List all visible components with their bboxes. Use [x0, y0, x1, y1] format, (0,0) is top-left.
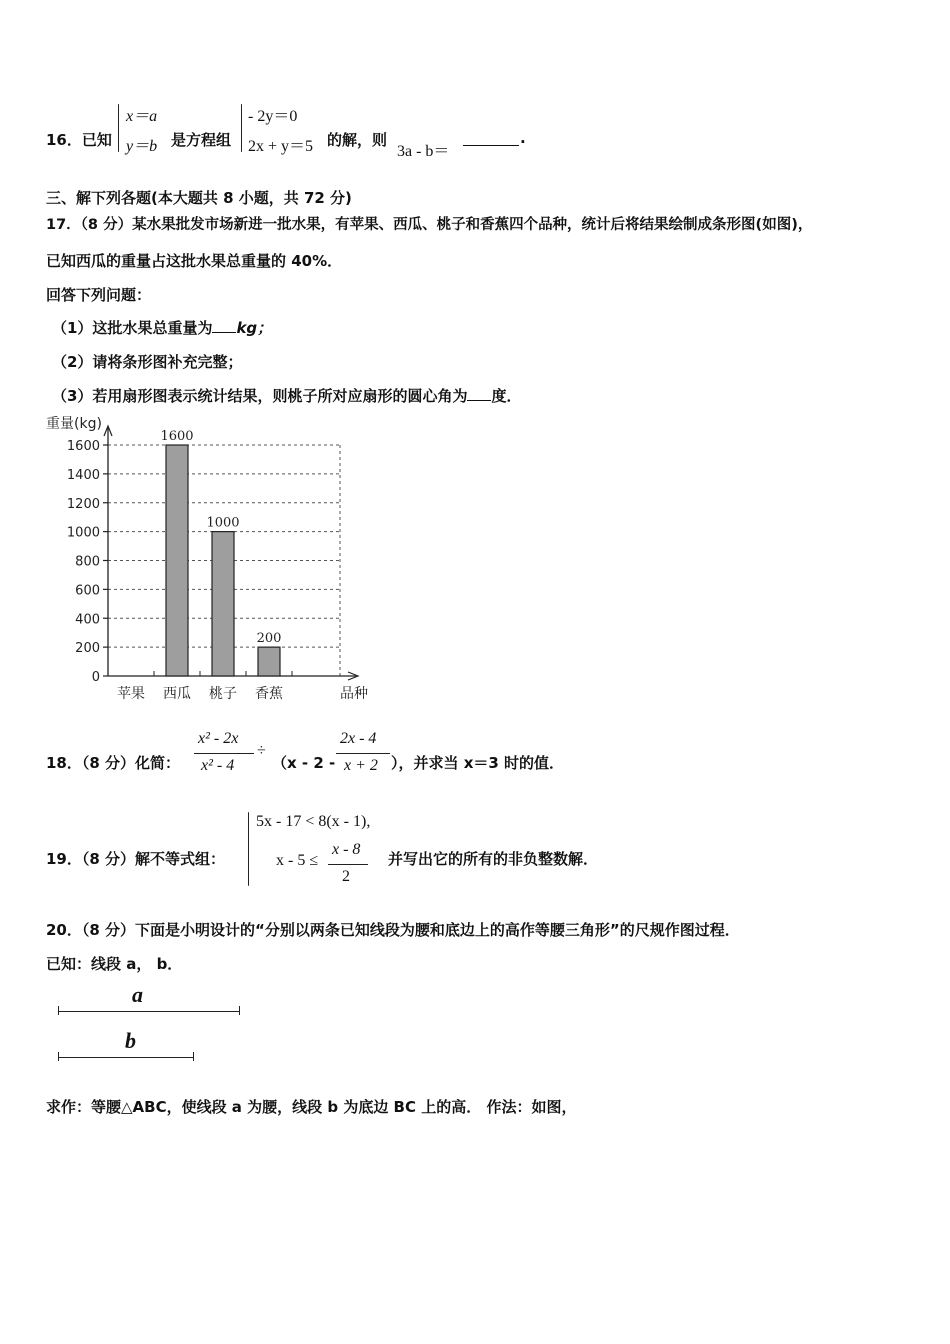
- segment-a-tick-left: [58, 1006, 59, 1015]
- bar-桃子: [212, 532, 234, 676]
- q16-sys1-row2: y＝b: [126, 138, 158, 155]
- y-tick-label-800: 800: [75, 554, 100, 570]
- q18-tail: ），并求当 x＝3 时的值．: [391, 754, 565, 772]
- q16-end-text: 的解，则: [327, 131, 388, 149]
- bar-value-label-西瓜: 1600: [160, 429, 194, 444]
- q17-sub3: [52, 385, 521, 406]
- y-tick-label-600: 600: [75, 583, 100, 599]
- fruit-bar-chart: [40, 408, 390, 708]
- q16-mid-text: 是方程组: [171, 131, 232, 149]
- q19-tail: 并写出它的所有的非负整数解．: [388, 850, 599, 868]
- bar-西瓜: [166, 445, 188, 676]
- x-tick-label-西瓜: 西瓜: [163, 686, 191, 702]
- y-tick-label-400: 400: [75, 612, 100, 628]
- bar-香蕉: [258, 647, 280, 676]
- y-tick-label-1200: 1200: [66, 496, 100, 512]
- q19-label: 19．（8 分）解不等式组：: [46, 850, 226, 868]
- q19-ineq2-num: x - 8: [332, 841, 361, 858]
- q16-sys2-row2: 2x + y＝5: [248, 138, 314, 155]
- segment-a-tick-right: [239, 1006, 240, 1015]
- q17-prompt: 回答下列问题：: [46, 286, 152, 304]
- x-tick-label-桃子: 桃子: [209, 686, 237, 702]
- q16-expr: 3a - b＝: [397, 143, 450, 160]
- q18-frac1-bar: [194, 753, 254, 754]
- q17-sub1-text: （1）这批水果总重量为: [52, 319, 213, 337]
- q17-sub3-blank: [467, 386, 491, 401]
- q17-line1: 17．（8 分）某水果批发市场新进一批水果，有苹果、西瓜、桃子和香蕉四个品种，统计后将结果绘制成条形图(如图)，: [46, 217, 813, 233]
- q16-number: 16．已知: [46, 131, 112, 149]
- chart-labels: [46, 416, 368, 702]
- segment-b: [58, 1057, 194, 1058]
- x-axis-title: 品种: [340, 686, 368, 702]
- q17-sub3-text: （3）若用扇形图表示统计结果，则桃子所对应扇形的圆心角为: [52, 387, 468, 405]
- q18-frac2-bar: [336, 753, 390, 754]
- bar-value-label-桃子: 1000: [206, 515, 240, 531]
- y-tick-label-0: 0: [91, 670, 100, 685]
- q20-given: 已知：线段 a， b．: [46, 955, 183, 973]
- q19-ineq2-left: x - 5 ≤: [276, 852, 319, 869]
- q18-label: 18．（8 分）化简：: [46, 754, 181, 772]
- q16-answer-blank: [463, 131, 519, 146]
- q20-line1: 20．（8 分）下面是小明设计的“分别以两条已知线段为腰和底边上的高作等腰三角形”的尺规作图过程．: [46, 921, 740, 939]
- q18-num2: 2x - 4: [340, 730, 377, 747]
- segment-b-tick-left: [58, 1052, 59, 1061]
- q19-ineq1: 5x - 17 < 8(x - 1),: [256, 813, 371, 830]
- y-tick-label-1600: 1600: [66, 439, 100, 454]
- q18-den2: x + 2: [344, 757, 378, 774]
- y-tick-label-1000: 1000: [66, 525, 100, 541]
- segment-b-tick-right: [193, 1052, 194, 1061]
- y-tick-label-200: 200: [75, 641, 100, 657]
- q16-sys1-row1: x＝a: [126, 108, 158, 125]
- q19-ineq2-den: 2: [342, 868, 350, 885]
- q17-sub1: [52, 317, 272, 338]
- q17-sub3-end: 度．: [491, 387, 522, 405]
- section3-title: 三、解下列各题(本大题共 8 小题，共 72 分): [46, 189, 352, 207]
- y-axis-title: 重量(kg): [46, 416, 102, 432]
- x-tick-label-苹果: 苹果: [117, 686, 145, 702]
- bar-value-label-香蕉: 200: [256, 631, 282, 647]
- q18-open: （x - 2 -: [272, 754, 336, 772]
- q17-sub1-unit: kg；: [236, 319, 273, 337]
- q20-task: 求作：等腰△ABC，使线段 a 为腰，线段 b 为底边 BC 上的高． 作法：如图，: [46, 1098, 577, 1116]
- segment-a: [58, 1011, 240, 1012]
- q17-line2: 已知西瓜的重量占这批水果总重量的 40%．: [46, 252, 343, 270]
- segment-b-label: b: [125, 1028, 136, 1053]
- q18-num1: x² - 2x: [198, 730, 239, 747]
- segment-a-label: a: [132, 982, 143, 1007]
- q16-sys2-row1: - 2y＝0: [248, 108, 298, 125]
- q17-sub2: （2）请将条形图补充完整；: [52, 353, 243, 371]
- y-tick-label-1400: 1400: [66, 467, 100, 483]
- q16-brace-1: [118, 104, 119, 152]
- q16-period: .: [520, 129, 526, 147]
- q19-frac-bar: [328, 864, 368, 865]
- q19-brace: [248, 812, 249, 886]
- q18-div: ÷: [257, 742, 266, 759]
- q16-brace-2: [241, 104, 242, 152]
- q18-den1: x² - 4: [201, 757, 235, 774]
- q17-sub1-blank: [212, 318, 236, 333]
- x-tick-label-香蕉: 香蕉: [255, 686, 283, 702]
